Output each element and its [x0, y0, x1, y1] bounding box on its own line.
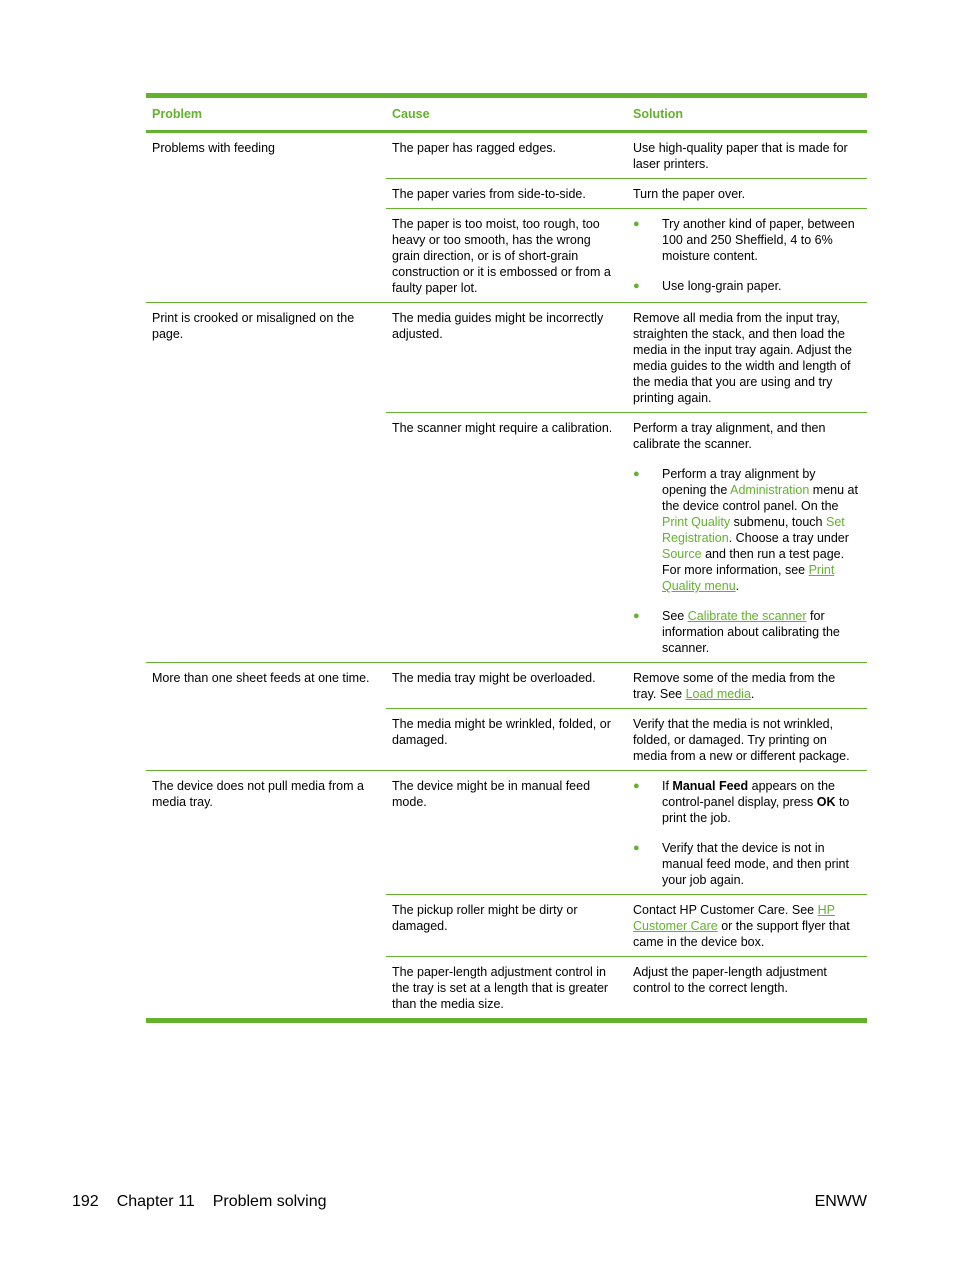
- bullet-dot-icon: ●: [633, 780, 640, 792]
- table-row: [386, 709, 867, 770]
- header-cause: Cause: [392, 107, 430, 121]
- solution-cell: Turn the paper over.: [633, 187, 746, 201]
- cause-cell: The paper has ragged edges.: [392, 141, 557, 155]
- bullet-text: [662, 466, 861, 594]
- link-calibrate-scanner[interactable]: Calibrate the scanner: [687, 609, 807, 623]
- text-span: to print the job.: [662, 795, 850, 825]
- solution-intro: Perform a tray alignment, and then calibrate the scanner.: [633, 421, 826, 451]
- bullet-dot-icon: ●: [633, 468, 640, 480]
- bullet-item: [633, 778, 861, 826]
- text-span: Remove some of the media from the tray. See: [633, 671, 836, 701]
- text-span: for information about calibrating the scanner.: [662, 609, 840, 655]
- cause-cell: The media might be wrinkled, folded, or damaged.: [392, 717, 611, 747]
- text-span: . Choose a tray under: [728, 531, 849, 545]
- page-footer-left: [72, 1193, 345, 1211]
- bullet-item: [633, 608, 861, 656]
- text-span: and then run a test page. For more information, see: [662, 547, 845, 577]
- table-group-no-pull: [146, 771, 867, 1018]
- problem-cell: Print is crooked or misaligned on the page.: [152, 311, 355, 341]
- table-row: [386, 303, 867, 413]
- text-span: .: [735, 579, 740, 593]
- menu-name-source: Source: [662, 547, 702, 561]
- bullet-item: [633, 216, 861, 264]
- bullet-dot-icon: ●: [633, 610, 640, 622]
- cause-cell: The scanner might require a calibration.: [392, 421, 613, 435]
- cause-cell: The paper-length adjustment control in the tray is set at a length that is greater than the media size.: [392, 965, 609, 1011]
- table-row: [386, 957, 867, 1018]
- text-span: .: [750, 687, 755, 701]
- bullet-dot-icon: ●: [633, 280, 640, 292]
- table-row: [386, 209, 867, 302]
- bold-term-manual-feed: Manual Feed: [672, 779, 749, 793]
- bold-term-ok: OK: [816, 795, 836, 809]
- bullet-text: Try another kind of paper, between 100 and 250 Sheffield, 4 to 6% moisture content.: [662, 217, 855, 263]
- text-span: If: [662, 779, 673, 793]
- troubleshooting-table: [146, 93, 867, 1023]
- solution-cell: [627, 209, 867, 302]
- text-span: or the support flyer that came in the device box.: [633, 919, 850, 949]
- bullet-text: Use long-grain paper.: [662, 279, 782, 293]
- link-load-media[interactable]: Load media: [685, 687, 751, 701]
- table-header-row: [146, 98, 867, 130]
- table-group-crooked: [146, 303, 867, 663]
- menu-name-set-registration: Set Registration: [662, 515, 845, 545]
- table-row: [386, 663, 867, 709]
- menu-name-administration: Administration: [730, 483, 810, 497]
- table-group-feeding: [146, 133, 867, 303]
- footer-brand: ENWW: [814, 1193, 867, 1210]
- bullet-text: [662, 608, 861, 656]
- link-print-quality-menu[interactable]: Print Quality menu: [662, 563, 835, 593]
- problem-cell: Problems with feeding: [152, 141, 275, 155]
- problem-cell: The device does not pull media from a media tray.: [152, 779, 364, 809]
- bullet-dot-icon: ●: [633, 218, 640, 230]
- cause-cell: The media tray might be overloaded.: [392, 671, 596, 685]
- link-hp-customer-care[interactable]: HP Customer Care: [633, 903, 835, 933]
- table-row: [386, 179, 867, 209]
- page-number: 192: [72, 1193, 99, 1210]
- table-row: [386, 133, 867, 179]
- problem-cell: More than one sheet feeds at one time.: [152, 671, 370, 685]
- header-problem: Problem: [152, 107, 203, 121]
- bullet-item: [633, 840, 861, 888]
- cause-cell: The media guides might be incorrectly adjusted.: [392, 311, 604, 341]
- solution-cell: Verify that the media is not wrinkled, folded, or damaged. Try printing on media from a new or different package.: [633, 717, 850, 763]
- solution-cell: [627, 895, 867, 956]
- text-span: Contact HP Customer Care. See: [633, 903, 818, 917]
- solution-cell: [627, 413, 867, 662]
- bullet-text: Verify that the device is not in manual feed mode, and then print your job again.: [662, 841, 849, 887]
- text-span: Perform a tray alignment by opening the: [662, 467, 816, 497]
- bullet-item: [633, 466, 861, 594]
- cause-cell: The paper is too moist, too rough, too heavy or too smooth, has the wrong grain direction, or is of short-grain construction or it is embossed or from a faulty paper lot.: [392, 217, 611, 295]
- cause-cell: The device might be in manual feed mode.: [392, 779, 591, 809]
- bullet-text: [662, 778, 861, 826]
- table-group-multifeed: [146, 663, 867, 771]
- text-span: menu at the device control panel. On the: [662, 483, 858, 513]
- solution-cell: [627, 771, 867, 894]
- table-row: [386, 895, 867, 957]
- text-span: See: [662, 609, 688, 623]
- chapter-label: Chapter 11: [116, 1193, 195, 1210]
- text-span: appears on the control-panel display, press: [662, 779, 836, 809]
- header-solution: Solution: [633, 107, 683, 121]
- section-title: Problem solving: [212, 1193, 327, 1210]
- bullet-dot-icon: ●: [633, 842, 640, 854]
- table-row: [386, 771, 867, 895]
- table-bottom-rule: [146, 1018, 867, 1023]
- text-span: submenu, touch: [730, 515, 826, 529]
- bullet-item: [633, 278, 861, 294]
- cause-cell: The paper varies from side-to-side.: [392, 187, 586, 201]
- solution-cell: [627, 663, 867, 708]
- solution-cell: Remove all media from the input tray, straighten the stack, and then load the media in the input tray again. Adjust the media guides to the width and length of the media that you are using and try printing again.: [633, 311, 852, 405]
- solution-cell: Use high-quality paper that is made for laser printers.: [633, 141, 848, 171]
- menu-name-print-quality: Print Quality: [662, 515, 731, 529]
- cause-cell: The pickup roller might be dirty or damaged.: [392, 903, 578, 933]
- table-row: [386, 413, 867, 662]
- solution-cell: Adjust the paper-length adjustment control to the correct length.: [633, 965, 827, 995]
